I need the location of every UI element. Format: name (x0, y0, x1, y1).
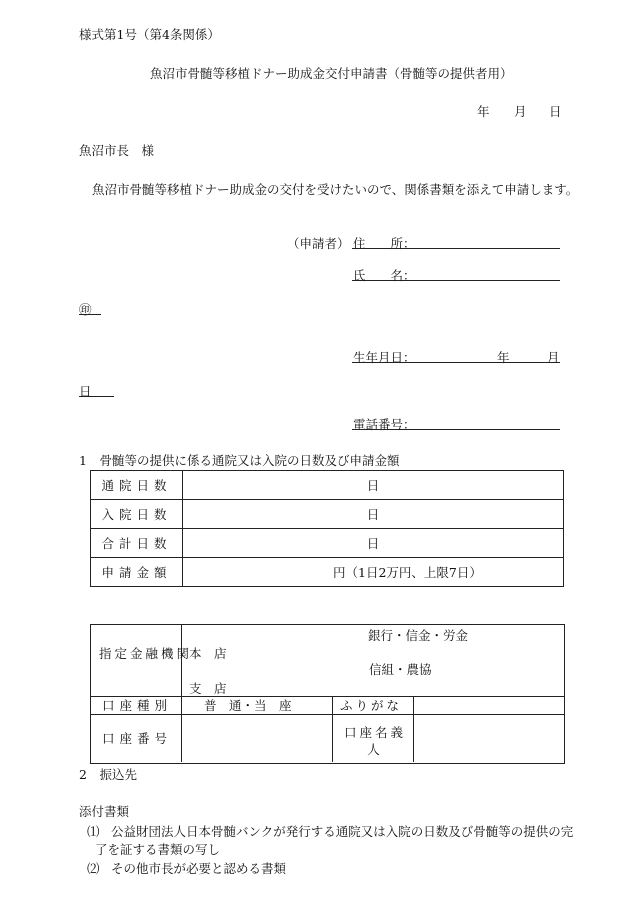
attachment-2-number: ⑵ (87, 861, 100, 876)
account-type-value[interactable]: 普 通・当 座 (204, 698, 292, 713)
dob-month: 月 (547, 350, 560, 365)
row-label: 通院日数 (91, 471, 183, 500)
table-row (91, 471, 564, 500)
row-value[interactable]: 日 (183, 500, 564, 529)
attachment-1-text: 公益財団法人日本骨髄バンクが発行する通院又は入院の日数及び骨髄等の提供の完 (111, 824, 574, 839)
address-label: 住 所： (353, 236, 416, 251)
bank-types-1[interactable]: 銀行・信金・労金 (368, 628, 469, 643)
row-label: 合計日数 (91, 529, 183, 558)
name-label: 氏 名： (353, 268, 416, 283)
name-field[interactable] (352, 280, 560, 281)
section2-heading: 2 振込先 (79, 767, 137, 782)
address-field[interactable] (352, 248, 560, 249)
phone-label: 電話番号： (353, 417, 416, 432)
date-day: 日 (549, 104, 562, 119)
shiten-label[interactable]: 支 店 (189, 681, 227, 696)
page-title: 魚沼市骨髄等移植ドナー助成金交付申請書（骨髄等の提供者用） (150, 66, 513, 81)
table-row (91, 558, 564, 587)
table-row (91, 500, 564, 529)
row-value[interactable]: 日 (183, 471, 564, 500)
seal-mark: ㊞ (79, 302, 92, 317)
dob-year: 年 (497, 350, 510, 365)
dob-day-underline (79, 396, 114, 397)
phone-field[interactable] (352, 429, 560, 430)
honten-label[interactable]: 本 店 (189, 646, 227, 661)
date-year: 年 (477, 104, 490, 119)
row-value[interactable]: 日 (183, 529, 564, 558)
bank-table (90, 624, 565, 764)
applicant-heading: （申請者） (287, 236, 350, 251)
account-number-label: 口座番号 (102, 731, 173, 746)
attachment-1-text-cont: 了を証する書類の写し (95, 842, 221, 857)
row-label: 申請金額 (91, 558, 183, 587)
row-label: 入院日数 (91, 500, 183, 529)
attachment-2-text: その他市長が必要と認める書類 (111, 861, 287, 876)
intro-text: 魚沼市骨髄等移植ドナー助成金の交付を受けたいので、関係書類を添えて申請します。 (92, 182, 579, 197)
seal-underline (79, 314, 101, 315)
dob-day: 日 (79, 384, 92, 399)
dob-label: 生年月日： (353, 350, 416, 365)
attachment-1-number: ⑴ (87, 824, 100, 839)
furigana-label: ふりがな (340, 698, 403, 713)
form-number: 様式第1号（第4条関係） (79, 27, 220, 42)
date-month: 月 (514, 104, 527, 119)
days-amount-table (90, 470, 564, 587)
table-row (91, 529, 564, 558)
addressee: 魚沼市長 様 (79, 143, 155, 158)
account-holder-label: 口座名義人 (343, 725, 406, 757)
section1-heading: 1 骨髄等の提供に係る通院又は入院の日数及び申請金額 (79, 453, 400, 468)
institution-label: 指定金融機関 (99, 646, 193, 661)
bank-types-2[interactable]: 信組・農協 (369, 662, 432, 677)
row-value[interactable]: 円（1日2万円、上限7日） (183, 558, 564, 587)
attachments-heading: 添付書類 (79, 804, 130, 819)
account-type-label: 口座種別 (102, 698, 173, 713)
dob-field[interactable] (352, 362, 560, 363)
